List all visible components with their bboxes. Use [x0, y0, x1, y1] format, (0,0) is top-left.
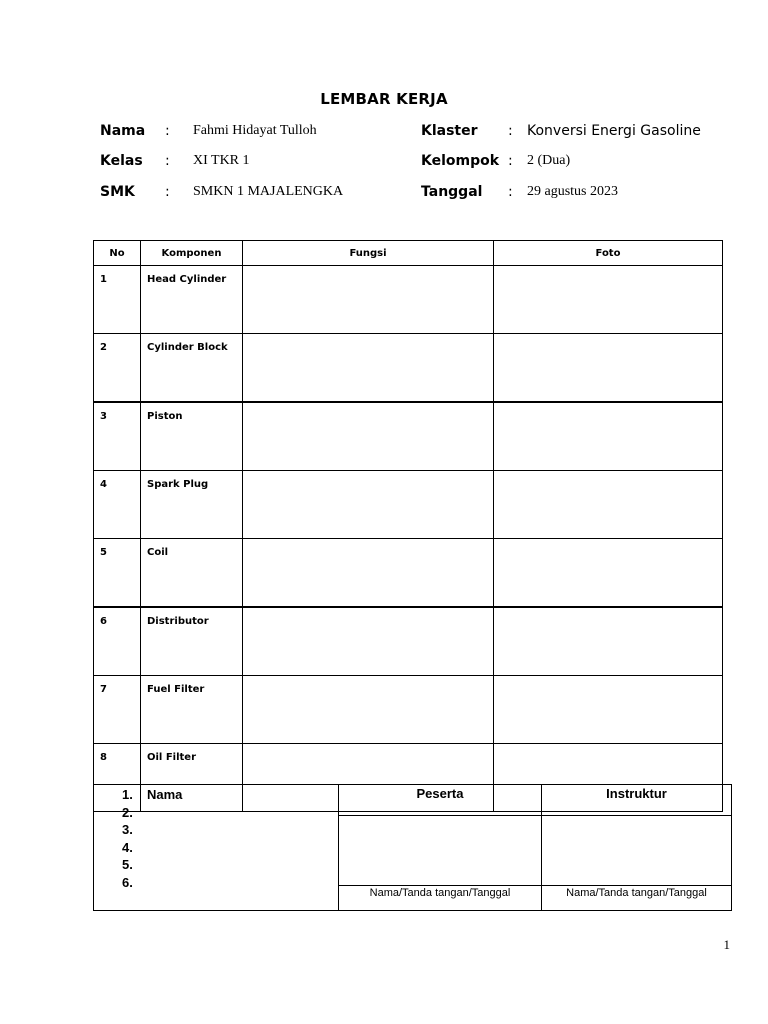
header-foto: Foto	[494, 241, 723, 266]
page-number: 1	[723, 937, 730, 952]
header-no: No	[94, 241, 141, 266]
smk-colon: :	[165, 184, 170, 200]
row-fungsi-cell[interactable]	[243, 539, 494, 608]
row-no: 2	[94, 334, 141, 403]
row-foto-cell[interactable]	[494, 471, 723, 539]
table-row	[94, 334, 723, 403]
row-fungsi-cell[interactable]	[243, 334, 494, 403]
peserta-signature-area[interactable]	[339, 816, 541, 885]
table-row	[94, 676, 723, 744]
instruktur-header: Instruktur	[542, 785, 731, 816]
name-list	[122, 786, 182, 892]
header-fungsi: Fungsi	[243, 241, 494, 266]
smk-label: SMK	[100, 184, 135, 200]
table-row	[94, 402, 723, 471]
row-komponen: Cylinder Block	[141, 334, 243, 403]
peserta-header: Peserta	[339, 785, 541, 816]
list-item	[122, 856, 182, 874]
row-komponen: Fuel Filter	[141, 676, 243, 744]
row-no: 1	[94, 266, 141, 334]
row-komponen: Head Cylinder	[141, 266, 243, 334]
table-row	[94, 471, 723, 539]
kelas-colon: :	[165, 153, 170, 169]
row-foto-cell[interactable]	[494, 539, 723, 608]
list-number: 1.	[122, 787, 133, 802]
table-row	[94, 266, 723, 334]
row-no: 6	[94, 607, 141, 676]
list-item	[122, 839, 182, 857]
nama-value: Fahmi Hidayat Tulloh	[193, 123, 317, 138]
page-title: LEMBAR KERJA	[320, 90, 448, 108]
row-fungsi-cell[interactable]	[243, 471, 494, 539]
row-fungsi-cell[interactable]	[243, 607, 494, 676]
list-item	[122, 804, 182, 822]
signature-box	[93, 784, 732, 911]
instruktur-signature-area[interactable]	[542, 816, 731, 885]
list-text: Nama	[147, 787, 183, 802]
row-komponen: Spark Plug	[141, 471, 243, 539]
row-foto-cell[interactable]	[494, 676, 723, 744]
peserta-footer: Nama/Tanda tangan/Tanggal	[339, 885, 541, 911]
tanggal-colon: :	[508, 184, 513, 200]
kelas-value: XI TKR 1	[193, 153, 250, 168]
tanggal-value: 29 agustus 2023	[527, 184, 618, 199]
row-foto-cell[interactable]	[494, 334, 723, 403]
list-number: 3.	[122, 822, 133, 838]
row-komponen: Coil	[141, 539, 243, 608]
list-number: 6.	[122, 874, 133, 890]
kelas-label: Kelas	[100, 153, 143, 169]
row-foto-cell[interactable]	[494, 266, 723, 334]
klaster-colon: :	[508, 123, 513, 139]
tanggal-label: Tanggal	[421, 184, 483, 200]
table-row	[94, 539, 723, 608]
header-komponen: Komponen	[141, 241, 243, 266]
row-komponen: Distributor	[141, 607, 243, 676]
row-fungsi-cell[interactable]	[243, 676, 494, 744]
list-number: 2.	[122, 804, 133, 820]
table-row	[94, 607, 723, 676]
list-item	[122, 821, 182, 839]
instruktur-column	[541, 785, 731, 910]
name-list-section	[94, 785, 338, 910]
smk-value: SMKN 1 MAJALENGKA	[193, 184, 344, 199]
kelompok-label: Kelompok	[421, 153, 500, 169]
nama-colon: :	[165, 123, 170, 139]
row-no: 5	[94, 539, 141, 608]
kelompok-colon: :	[508, 153, 513, 169]
list-number: 5.	[122, 857, 133, 873]
list-number: 4.	[122, 839, 133, 855]
list-item	[122, 786, 182, 804]
klaster-label: Klaster	[421, 123, 478, 139]
row-foto-cell[interactable]	[494, 607, 723, 676]
kelompok-value: 2 (Dua)	[527, 153, 571, 168]
peserta-column	[338, 785, 541, 910]
table-header-row	[94, 241, 723, 266]
row-komponen: Oil Filter	[141, 744, 243, 812]
row-no: 7	[94, 676, 141, 744]
row-fungsi-cell[interactable]	[243, 266, 494, 334]
row-fungsi-cell[interactable]	[243, 402, 494, 471]
klaster-value: Konversi Energi Gasoline	[527, 123, 701, 139]
row-no: 3	[94, 402, 141, 471]
row-no: 4	[94, 471, 141, 539]
nama-label: Nama	[100, 123, 146, 139]
row-no: 8	[94, 744, 141, 812]
component-table	[93, 240, 723, 812]
row-komponen: Piston	[141, 402, 243, 471]
row-foto-cell[interactable]	[494, 402, 723, 471]
list-item	[122, 874, 182, 892]
instruktur-footer: Nama/Tanda tangan/Tanggal	[542, 885, 731, 911]
